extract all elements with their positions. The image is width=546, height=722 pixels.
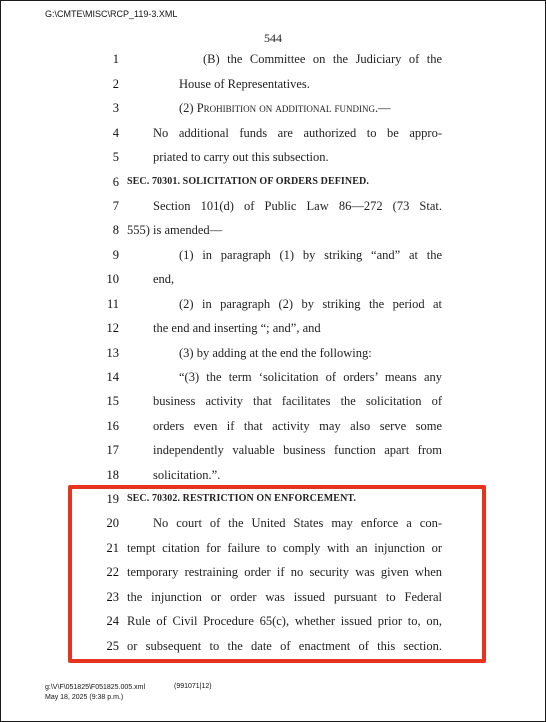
line-number: 1 [112, 52, 119, 66]
line-text: end, [153, 272, 175, 286]
text-line [1, 442, 545, 466]
line-text: (1) in paragraph (1) by striking “and” at the [179, 248, 442, 262]
line-text: (3) by adding at the end the following: [179, 346, 372, 360]
text-line [1, 100, 545, 124]
text-line [1, 320, 545, 344]
line-text: (B) the Committee on the Judiciary of the [203, 52, 442, 66]
footer-code: (991071|12) [174, 683, 212, 690]
line-number: 7 [112, 199, 119, 213]
line-number: 16 [106, 419, 119, 433]
line-number: 6 [112, 175, 119, 189]
section-heading: SEC. 70301. SOLICITATION OF ORDERS DEFINED. [127, 176, 369, 187]
text-line [1, 418, 545, 442]
line-text: business activity that facilitates the solicitation of [153, 394, 442, 408]
line-number: 18 [106, 468, 119, 482]
text-line [1, 613, 545, 637]
text-line [1, 393, 545, 417]
text-line [1, 174, 545, 198]
footer-file-info [45, 683, 145, 703]
line-number: 19 [106, 492, 119, 506]
line-text: temporary restraining order if no security was given when [127, 565, 442, 579]
paragraph-designator: (2) [179, 101, 197, 115]
footer-file-path: g:\V\F\051825\F051825.005.xml [45, 684, 146, 691]
text-line [1, 589, 545, 613]
line-text: independently valuable business function apart from [153, 443, 442, 457]
line-number: 10 [106, 272, 119, 286]
line-text: Rule of Civil Procedure 65(c), whether issued prior to, on, [127, 614, 442, 628]
text-line [1, 51, 545, 75]
line-number: 8 [112, 223, 119, 237]
line-text: solicitation.”. [153, 468, 221, 482]
line-number: 12 [106, 321, 119, 335]
heading-dash: .— [375, 101, 391, 115]
line-number: 21 [106, 541, 119, 555]
text-line [1, 564, 545, 588]
text-line [1, 345, 545, 369]
line-text: the end and inserting “; and”, and [153, 321, 321, 335]
line-number: 24 [106, 614, 119, 628]
text-line [1, 198, 545, 222]
text-line [1, 247, 545, 271]
line-number: 11 [106, 297, 119, 311]
line-number: 25 [106, 639, 119, 653]
line-text [179, 100, 391, 116]
text-line [1, 222, 545, 246]
line-text: Section 101(d) of Public Law 86—272 (73 Stat. [153, 199, 442, 213]
line-text: the injunction or order was issued pursuant to Federal [127, 590, 442, 604]
text-line [1, 76, 545, 100]
text-line [1, 149, 545, 173]
line-number: 22 [106, 565, 119, 579]
line-text: 555) is amended— [127, 223, 223, 237]
line-number: 2 [112, 77, 119, 91]
line-text: (2) in paragraph (2) by striking the period at [179, 297, 442, 311]
line-number: 3 [112, 101, 119, 115]
line-number: 15 [106, 394, 119, 408]
text-line [1, 125, 545, 149]
line-number: 14 [106, 370, 119, 384]
file-path-header: G:\CMTE\MISC\RCP_119-3.XML [45, 9, 178, 19]
text-line [1, 515, 545, 539]
line-text: “(3) the term ‘solicitation of orders’ means any [179, 370, 442, 384]
line-text: No court of the United States may enforce a con- [153, 516, 442, 530]
page-number: 544 [264, 31, 282, 45]
text-line [1, 296, 545, 320]
line-number: 17 [106, 443, 119, 457]
text-line [1, 638, 545, 662]
line-number: 4 [112, 126, 119, 140]
text-line [1, 271, 545, 295]
line-text: tempt citation for failure to comply with an injunction or [127, 541, 442, 555]
line-text: orders even if that activity may also serve some [153, 419, 442, 433]
paragraph-heading: Prohibition on additional funding [196, 101, 376, 115]
line-text: priated to carry out this subsection. [153, 150, 329, 164]
section-heading: SEC. 70302. RESTRICTION ON ENFORCEMENT. [127, 493, 357, 504]
line-number: 9 [112, 248, 119, 262]
line-number: 23 [106, 590, 119, 604]
footer-date: May 18, 2025 (9:38 p.m.) [45, 694, 124, 701]
text-line [1, 369, 545, 393]
text-line [1, 540, 545, 564]
line-number: 13 [106, 346, 119, 360]
text-line [1, 491, 545, 515]
line-text: or subsequent to the date of enactment of this section. [127, 639, 442, 653]
line-number: 20 [106, 516, 119, 530]
line-text: House of Representatives. [179, 77, 310, 91]
line-number: 5 [112, 150, 119, 164]
line-text: No additional funds are authorized to be appro- [153, 126, 442, 140]
